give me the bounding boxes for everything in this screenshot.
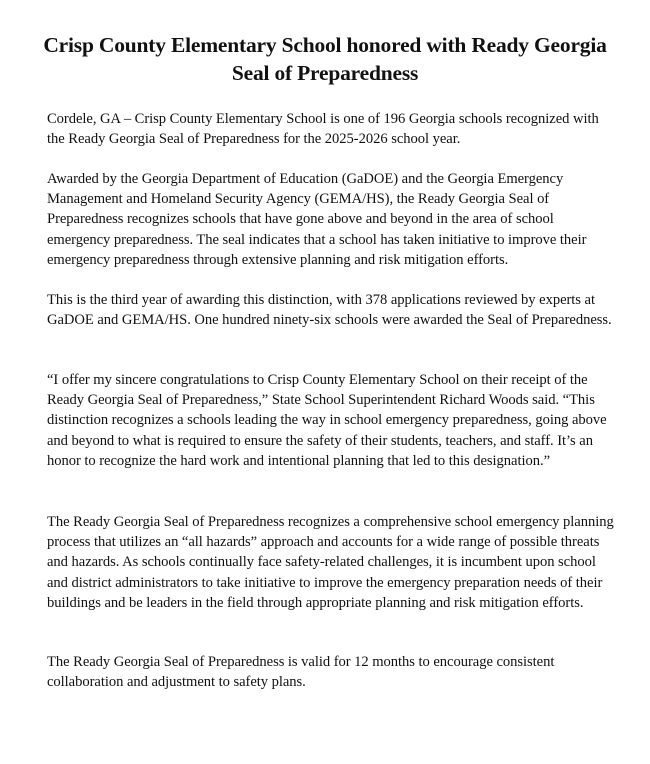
article-paragraph-planning-process: The Ready Georgia Seal of Preparedness recognizes a comprehensive school emergency planning process that utilizes an “all hazards” approach and accounts for a wide range of possible threats and hazards. As schools continually face safety-related challenges, it is incumbent upon school and district administrators to take initiative to improve the emergency preparation needs of their buildings and be leaders in the field through appropriate planning and risk mitigation efforts. — [47, 514, 614, 611]
article-paragraph-award-description: Awarded by the Georgia Department of Education (GaDOE) and the Georgia Emergency Management and Homeland Security Agency (GEMA/HS), the Ready Georgia Seal of Preparedness recognizes schools that have gone above and beyond in the area of school emergency preparedness. The seal indicates that a school has taken initiative to improve their emergency preparedness through extensive planning and risk mitigation efforts. — [47, 171, 587, 268]
article-paragraph-validity: The Ready Georgia Seal of Preparedness is valid for 12 months to encourage consistent collaboration and adjustment to safety plans. — [47, 654, 555, 691]
article-title: Crisp County Elementary School honored with Ready Georgia Seal of Preparedness — [43, 33, 607, 85]
article-paragraph-superintendent-quote: “I offer my sincere congratulations to Crisp County Elementary School on their receipt of the Ready Georgia Seal of Preparedness,” State School Superintendent Richard Woods said. “This distinction recognizes a schools leading the way in school emergency preparedness, going above and beyond to what is required to ensure the safety of their students, teachers, and staff. It’s an honor to recognize the hard work and intentional planning that led to this designation.” — [47, 372, 607, 469]
article-paragraph-award-history: This is the third year of awarding this distinction, with 378 applications reviewed by experts at GaDOE and GEMA/HS. One hundred ninety-six schools were awarded the Seal of Preparedness. — [47, 292, 612, 329]
article-paragraph-dateline: Cordele, GA – Crisp County Elementary School is one of 196 Georgia schools recognized with the Ready Georgia Seal of Preparedness for the 2025-2026 school year. — [47, 111, 599, 148]
